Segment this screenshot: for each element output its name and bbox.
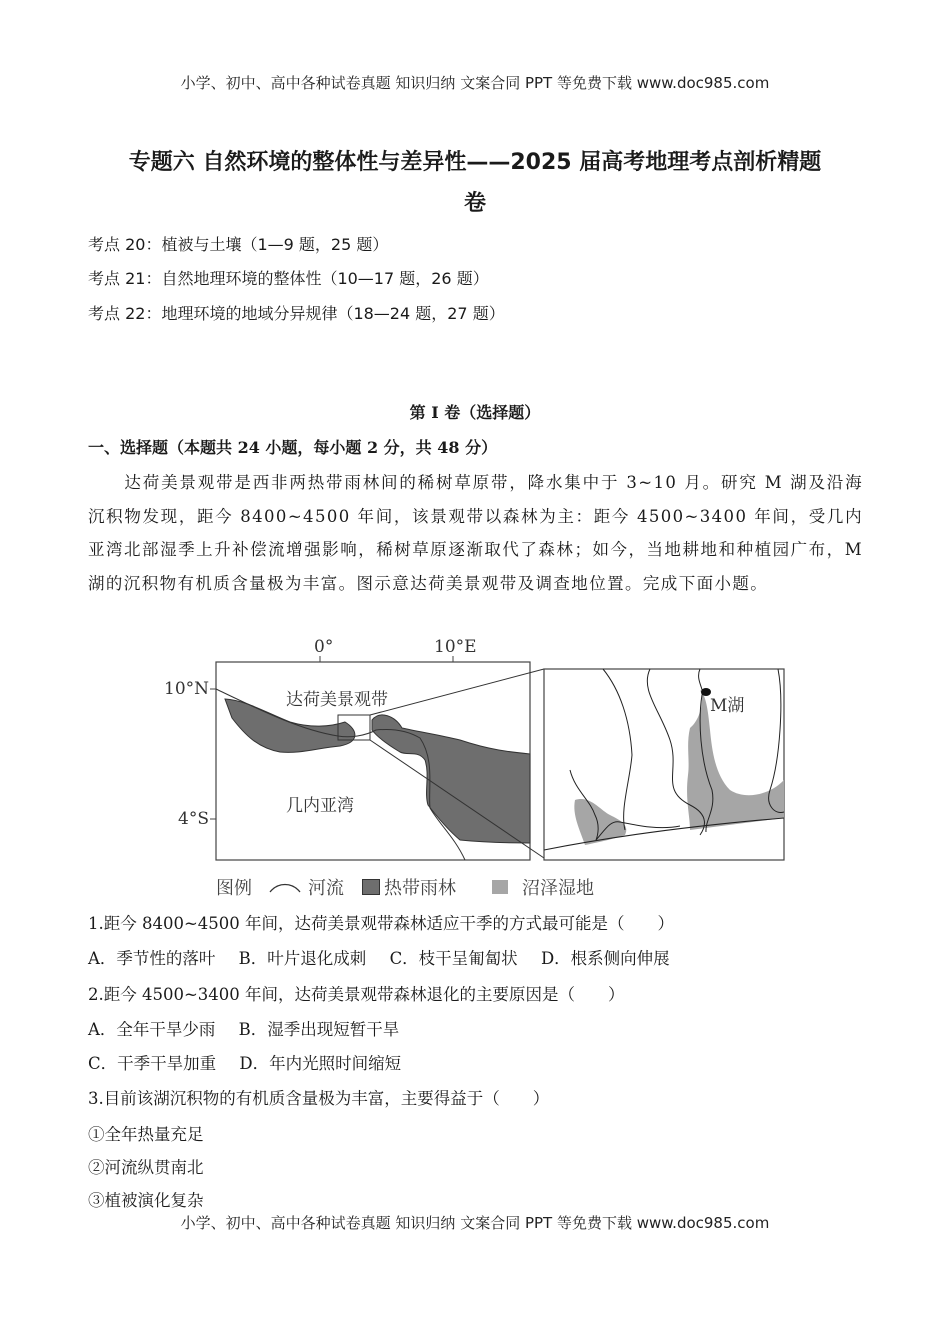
map-figure <box>160 635 800 865</box>
question-2-options-row1 <box>88 1016 417 1040</box>
q1-option-d[interactable]: D．根系侧向伸展 <box>540 949 670 968</box>
q3-statement-3: ③植被演化复杂 <box>88 1191 204 1210</box>
sea-label-gulf-of-guinea: 几内亚湾 <box>286 796 354 816</box>
document-title-continued: 卷 <box>463 191 486 216</box>
q1-option-b[interactable]: B．叶片退化成刺 <box>238 949 367 968</box>
legend-label-river: 河流 <box>308 878 344 899</box>
map-legend <box>216 874 602 900</box>
legend-title: 图例 <box>216 878 252 899</box>
q1-option-a[interactable]: A．季节性的落叶 <box>88 949 216 968</box>
region-label-dahomey-gap: 达荷美景观带 <box>286 690 388 710</box>
lat-label-10n: 10°N <box>164 679 210 699</box>
watermark-footer: 小学、初中、高中各种试卷真题 知识归纳 文案合同 PPT 等免费下载 www.doc985.com <box>180 1214 770 1232</box>
passage <box>88 466 863 600</box>
question-2-options-row2 <box>88 1050 419 1074</box>
q3-statement-2: ②河流纵贯南北 <box>88 1158 204 1177</box>
lat-label-4s: 4°S <box>178 809 209 829</box>
question-3-stem: 3.目前该湖沉积物的有机质含量极为丰富，主要得益于（ ） <box>88 1089 550 1108</box>
wetland-swatch-icon <box>492 880 508 894</box>
section-heading: 一、选择题（本题共 24 小题，每小题 2 分，共 48 分） <box>88 438 498 457</box>
q2-option-a[interactable]: A．全年干旱少雨 <box>88 1020 216 1039</box>
lon-label-10e: 10°E <box>434 637 477 657</box>
question-2-stem: 2.距今 4500~3400 年间，达荷美景观带森林退化的主要原因是（ ） <box>88 985 625 1004</box>
lon-label-0: 0° <box>314 637 334 657</box>
q2-option-d[interactable]: D．年内光照时间缩短 <box>239 1054 402 1073</box>
question-1-stem: 1.距今 8400~4500 年间，达荷美景观带森林适应干季的方式最可能是（ ） <box>88 914 675 933</box>
passage-text: 达荷美景观带是西非两热带雨林间的稀树草原带，降水集中于 3~10 月。研究 M 湖及沿海沉积物发现，距今 8400~4500 年间，该景观带以森林为主：距今 4500~3400 年间，受几内亚湾北部湿季上升补偿流增强影响，稀树草原逐渐取代了森林；如今，当地耕地和种植园广布，M 湖的沉积物有机质含量极为丰富。图示意达荷美景观带及调查地位置。完成下面小题。 <box>88 473 863 593</box>
legend-label-wetland: 沼泽湿地 <box>522 878 594 899</box>
volume-heading: 第 I 卷（选择题） <box>409 403 541 422</box>
legend-label-rainforest: 热带雨林 <box>384 878 456 899</box>
q3-statement-1: ①全年热量充足 <box>88 1125 204 1144</box>
map-svg <box>160 635 800 865</box>
question-1-options <box>88 945 688 969</box>
q2-option-c[interactable]: C．干季干旱加重 <box>88 1054 217 1073</box>
document-title: 专题六 自然环境的整体性与差异性——2025 届高考地理考点剖析精题 <box>128 150 822 175</box>
kaodian-21: 考点 21：自然地理环境的整体性（10—17 题，26 题） <box>88 269 489 288</box>
q2-option-b[interactable]: B．湿季出现短暂干旱 <box>238 1020 400 1039</box>
q1-option-c[interactable]: C．枝干呈匍匐状 <box>389 949 518 968</box>
lake-label-m: M湖 <box>710 696 745 716</box>
river-line-icon <box>268 880 302 894</box>
kaodian-20: 考点 20：植被与土壤（1—9 题，25 题） <box>88 235 389 254</box>
rainforest-swatch-icon <box>362 879 380 895</box>
watermark-header: 小学、初中、高中各种试卷真题 知识归纳 文案合同 PPT 等免费下载 www.doc985.com <box>180 74 770 92</box>
kaodian-22: 考点 22：地理环境的地域分异规律（18—24 题，27 题） <box>88 304 505 323</box>
